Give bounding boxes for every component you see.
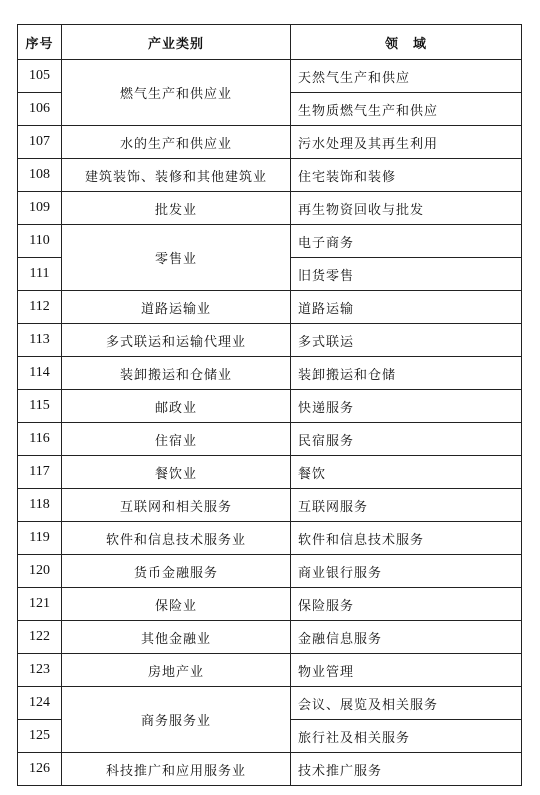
row-number: 117 <box>18 456 62 489</box>
row-number: 108 <box>18 159 62 192</box>
row-category: 科技推广和应用服务业 <box>62 753 291 786</box>
row-category: 软件和信息技术服务业 <box>62 522 291 555</box>
row-number: 106 <box>18 93 62 126</box>
table-row <box>18 654 522 687</box>
table-row <box>18 588 522 621</box>
table-row <box>18 621 522 654</box>
industry-table <box>17 24 522 786</box>
header-category: 产业类别 <box>62 25 291 60</box>
row-number: 126 <box>18 753 62 786</box>
row-number: 124 <box>18 687 62 720</box>
table-header-row <box>18 25 522 60</box>
table-row <box>18 489 522 522</box>
table-row <box>18 357 522 390</box>
row-domain: 多式联运 <box>291 324 522 357</box>
row-category: 建筑装饰、装修和其他建筑业 <box>62 159 291 192</box>
table-row <box>18 324 522 357</box>
table-row <box>18 687 522 720</box>
row-number: 107 <box>18 126 62 159</box>
row-number: 118 <box>18 489 62 522</box>
row-domain: 装卸搬运和仓储 <box>291 357 522 390</box>
row-category: 保险业 <box>62 588 291 621</box>
row-number: 116 <box>18 423 62 456</box>
row-number: 110 <box>18 225 62 258</box>
table-body <box>18 60 522 786</box>
table-row <box>18 423 522 456</box>
row-domain: 互联网服务 <box>291 489 522 522</box>
row-category: 房地产业 <box>62 654 291 687</box>
row-domain: 民宿服务 <box>291 423 522 456</box>
row-domain: 会议、展览及相关服务 <box>291 687 522 720</box>
table-row <box>18 291 522 324</box>
table-row <box>18 60 522 93</box>
row-number: 120 <box>18 555 62 588</box>
table-row <box>18 225 522 258</box>
row-category: 商务服务业 <box>62 687 291 753</box>
row-domain: 快递服务 <box>291 390 522 423</box>
row-category: 多式联运和运输代理业 <box>62 324 291 357</box>
row-category: 水的生产和供应业 <box>62 126 291 159</box>
table-row <box>18 192 522 225</box>
row-domain: 物业管理 <box>291 654 522 687</box>
row-category: 互联网和相关服务 <box>62 489 291 522</box>
row-number: 112 <box>18 291 62 324</box>
row-number: 111 <box>18 258 62 291</box>
row-category: 零售业 <box>62 225 291 291</box>
row-category: 燃气生产和供应业 <box>62 60 291 126</box>
row-number: 119 <box>18 522 62 555</box>
row-domain: 旅行社及相关服务 <box>291 720 522 753</box>
row-domain: 保险服务 <box>291 588 522 621</box>
table-row <box>18 390 522 423</box>
table-row <box>18 522 522 555</box>
table-row <box>18 456 522 489</box>
table-row <box>18 753 522 786</box>
row-category: 道路运输业 <box>62 291 291 324</box>
row-domain: 餐饮 <box>291 456 522 489</box>
row-domain: 电子商务 <box>291 225 522 258</box>
row-number: 114 <box>18 357 62 390</box>
row-number: 113 <box>18 324 62 357</box>
row-number: 121 <box>18 588 62 621</box>
row-domain: 再生物资回收与批发 <box>291 192 522 225</box>
row-number: 115 <box>18 390 62 423</box>
row-number: 123 <box>18 654 62 687</box>
row-number: 122 <box>18 621 62 654</box>
row-domain: 道路运输 <box>291 291 522 324</box>
table-row <box>18 159 522 192</box>
row-category: 邮政业 <box>62 390 291 423</box>
row-category: 装卸搬运和仓储业 <box>62 357 291 390</box>
row-domain: 生物质燃气生产和供应 <box>291 93 522 126</box>
row-number: 105 <box>18 60 62 93</box>
row-number: 125 <box>18 720 62 753</box>
row-domain: 污水处理及其再生利用 <box>291 126 522 159</box>
row-category: 批发业 <box>62 192 291 225</box>
row-category: 餐饮业 <box>62 456 291 489</box>
row-category: 住宿业 <box>62 423 291 456</box>
row-category: 货币金融服务 <box>62 555 291 588</box>
row-domain: 旧货零售 <box>291 258 522 291</box>
document-page <box>17 24 522 786</box>
row-category: 其他金融业 <box>62 621 291 654</box>
table-row <box>18 555 522 588</box>
header-number: 序号 <box>18 25 62 60</box>
row-domain: 住宅装饰和装修 <box>291 159 522 192</box>
row-domain: 金融信息服务 <box>291 621 522 654</box>
row-domain: 商业银行服务 <box>291 555 522 588</box>
row-domain: 软件和信息技术服务 <box>291 522 522 555</box>
row-domain: 天然气生产和供应 <box>291 60 522 93</box>
table-row <box>18 126 522 159</box>
header-domain: 领 域 <box>291 25 522 60</box>
row-number: 109 <box>18 192 62 225</box>
row-domain: 技术推广服务 <box>291 753 522 786</box>
